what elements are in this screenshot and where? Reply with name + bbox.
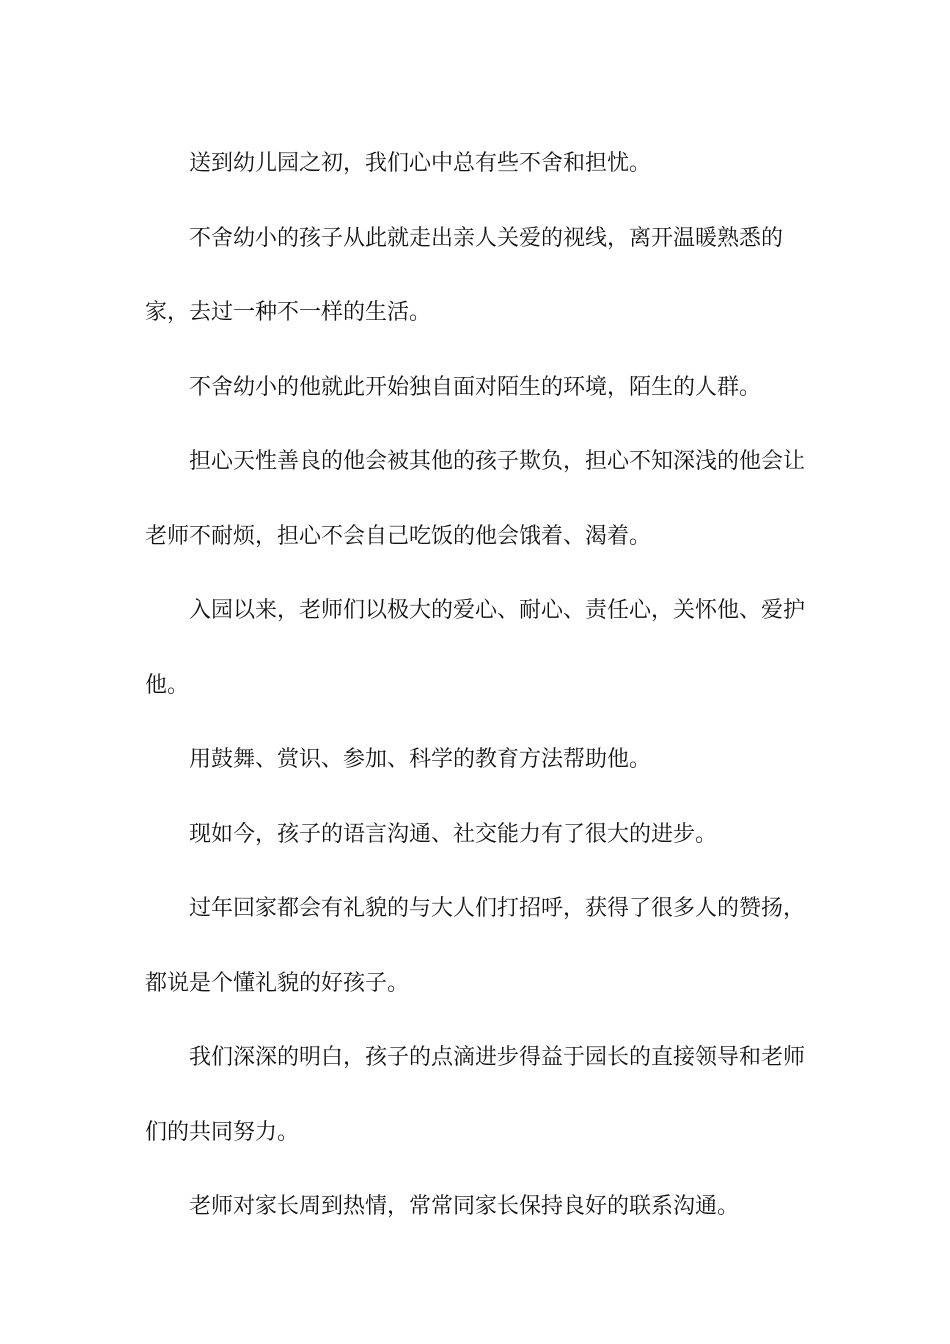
paragraph: 我们深深的明白，孩子的点滴进步得益于园长的直接领导和老师们的共同努力。 bbox=[145, 1045, 806, 1145]
paragraph: 入园以来，老师们以极大的爱心、耐心、责任心，关怀他、爱护他。 bbox=[145, 598, 806, 698]
paragraph: 过年回家都会有礼貌的与大人们打招呼，获得了很多人的赞扬，都说是个懂礼貌的好孩子。 bbox=[145, 896, 806, 996]
paragraph: 现如今，孩子的语言沟通、社交能力有了很大的进步。 bbox=[189, 821, 718, 847]
paragraph: 送到幼儿园之初，我们心中总有些不舍和担忧。 bbox=[189, 151, 652, 176]
paragraph: 担心天性善良的他会被其他的孩子欺负，担心不知深浅的他会让老师不耐烦，担心不会自己吃饭的他会饿着、渴着。 bbox=[145, 449, 806, 549]
paragraph: 不舍幼小的他就此开始独自面对陌生的环境，陌生的人群。 bbox=[189, 374, 762, 400]
paragraph: 用鼓舞、赏识、参加、科学的教育方法帮助他。 bbox=[189, 747, 652, 772]
paragraph: 老师对家长周到热情，常常同家长保持良好的联系沟通。 bbox=[189, 1194, 740, 1219]
document-body bbox=[145, 127, 815, 1245]
paragraph: 不舍幼小的孩子从此就走出亲人关爱的视线，离开温暖熟悉的家，去过一种不一样的生活。 bbox=[145, 225, 784, 325]
